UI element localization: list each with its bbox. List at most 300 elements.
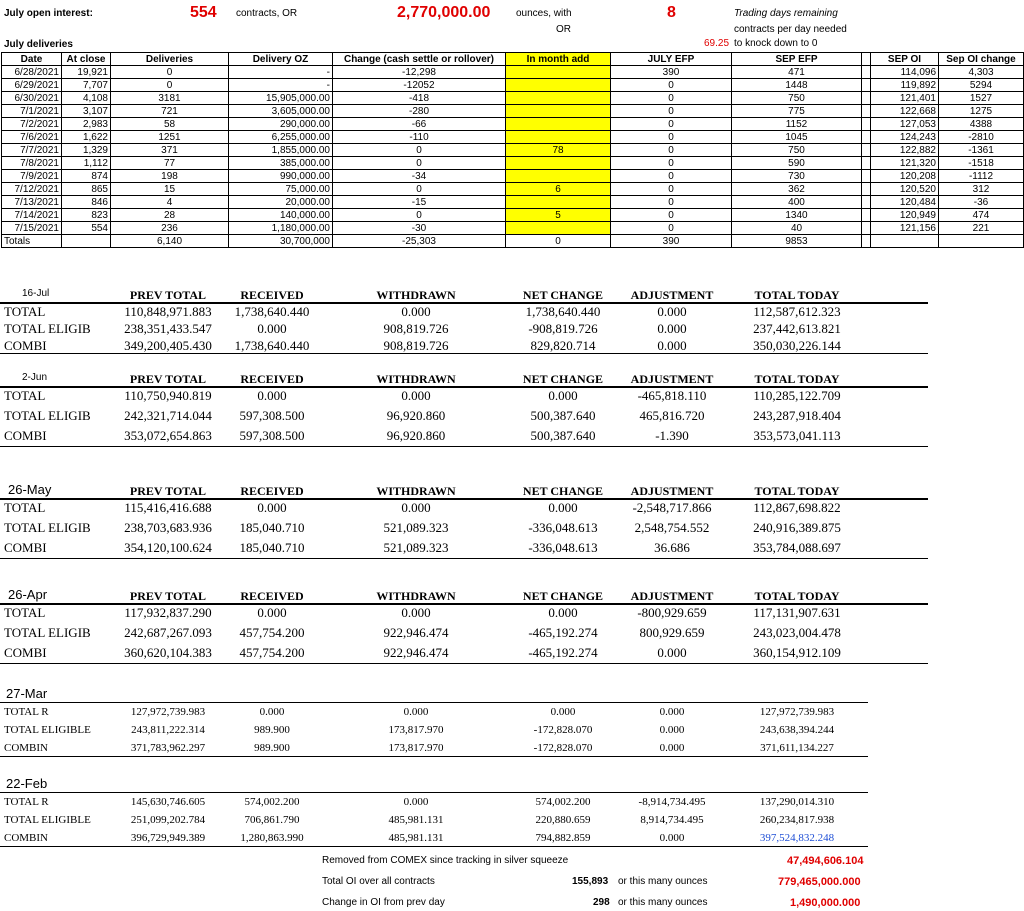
table-cell: 0 xyxy=(611,131,732,144)
table-cell: 1045 xyxy=(732,131,862,144)
row-value: -336,048.613 xyxy=(528,520,598,535)
table-cell: 0 xyxy=(611,196,732,209)
section-row xyxy=(0,644,1024,662)
row-value: 110,750,940.819 xyxy=(124,388,212,403)
column-header: WITHDRAWN xyxy=(376,589,456,603)
table-cell: 371 xyxy=(111,144,229,157)
table-cell: 775 xyxy=(732,105,862,118)
table-cell: 7,707 xyxy=(62,79,111,92)
table-cell: 0 xyxy=(611,118,732,131)
column-header: ADJUSTMENT xyxy=(630,372,714,386)
row-value: 8,914,734.495 xyxy=(640,814,704,826)
table-cell: 0 xyxy=(611,92,732,105)
section-row xyxy=(0,793,1024,811)
table-cell xyxy=(871,235,939,248)
table-cell: 0 xyxy=(611,222,732,235)
table-cell: Sep OI change xyxy=(939,53,1024,66)
row-value: 457,754.200 xyxy=(239,625,305,640)
table-cell: -1112 xyxy=(939,170,1024,183)
column-header: NET CHANGE xyxy=(522,372,604,386)
row-value: 349,200,405.430 xyxy=(124,338,212,353)
row-value: 0.000 xyxy=(257,500,287,515)
row-value: 0.000 xyxy=(550,706,576,718)
row-value: 145,630,746.605 xyxy=(130,796,206,808)
table-cell xyxy=(862,118,871,131)
table-cell: 58 xyxy=(111,118,229,131)
table-cell: -66 xyxy=(333,118,506,131)
change-oi-value: 298 xyxy=(593,897,610,908)
table-cell: 122,882 xyxy=(871,144,939,157)
row-value: 360,620,104.383 xyxy=(124,645,212,660)
table-cell: 385,000.00 xyxy=(229,157,333,170)
row-value: 185,040.710 xyxy=(239,520,305,535)
row-label: TOTAL ELIGIB xyxy=(4,408,91,423)
table-row xyxy=(2,196,1024,209)
table-cell: 77 xyxy=(111,157,229,170)
table-cell xyxy=(862,183,871,196)
row-value: 238,351,433.547 xyxy=(124,321,212,336)
table-cell: 0 xyxy=(333,144,506,157)
table-cell xyxy=(506,196,611,209)
section-row xyxy=(0,703,1024,721)
row-label: COMBIN xyxy=(4,832,49,844)
row-value: 243,811,222.314 xyxy=(131,724,205,736)
section-row xyxy=(0,320,1024,338)
table-cell: 5294 xyxy=(939,79,1024,92)
table-cell: 471 xyxy=(732,66,862,79)
section-row xyxy=(0,811,1024,829)
row-value: 115,416,416.688 xyxy=(124,500,212,515)
table-cell: 30,700,000 xyxy=(229,235,333,248)
table-cell: 7/7/2021 xyxy=(2,144,62,157)
row-value: -336,048.613 xyxy=(528,540,598,555)
table-cell: 0 xyxy=(611,209,732,222)
row-label: TOTAL R xyxy=(4,706,49,718)
table-cell: 7/8/2021 xyxy=(2,157,62,170)
section-date: 26-May xyxy=(8,482,52,497)
per-day-value: 69.25 xyxy=(704,38,730,49)
table-cell: 6 xyxy=(506,183,611,196)
row-value: 908,819.726 xyxy=(383,338,449,353)
row-value: 989.900 xyxy=(254,724,290,736)
table-cell: SEP OI xyxy=(871,53,939,66)
column-header: NET CHANGE xyxy=(522,288,604,302)
row-value: 173,817.970 xyxy=(388,742,444,754)
row-value: 1,738,640.440 xyxy=(525,304,601,319)
oi-value: 554 xyxy=(190,4,217,21)
column-header: WITHDRAWN xyxy=(376,484,456,498)
row-value: -1.390 xyxy=(655,428,689,443)
row-value: -172,828.070 xyxy=(533,742,593,754)
table-cell: 1152 xyxy=(732,118,862,131)
section-date: 22-Feb xyxy=(6,776,48,791)
row-value: 112,867,698.822 xyxy=(753,500,841,515)
column-header: TOTAL TODAY xyxy=(754,484,840,498)
row-value: 354,120,100.624 xyxy=(124,540,212,555)
table-cell: 1,180,000.00 xyxy=(229,222,333,235)
knock-label: to knock down to 0 xyxy=(734,38,818,49)
table-row xyxy=(2,66,1024,79)
row-value: 0.000 xyxy=(548,500,578,515)
contracts-per-day-label: contracts per day needed xyxy=(734,24,847,35)
row-value: 371,783,962.297 xyxy=(130,742,206,754)
table-cell: Totals xyxy=(2,235,62,248)
row-value: 597,308.500 xyxy=(239,428,305,443)
table-cell: 9853 xyxy=(732,235,862,248)
table-cell: Change (cash settle or rollover) xyxy=(333,53,506,66)
table-cell: 874 xyxy=(62,170,111,183)
table-cell xyxy=(506,92,611,105)
row-value: 243,287,918.404 xyxy=(753,408,841,423)
table-cell: 0 xyxy=(111,79,229,92)
row-value: 597,308.500 xyxy=(239,408,305,423)
row-value: 0.000 xyxy=(257,388,287,403)
row-label: COMBIN xyxy=(4,742,49,754)
ounces-value: 2,770,000.00 xyxy=(397,4,491,21)
table-cell: 114,096 xyxy=(871,66,939,79)
row-value: 0.000 xyxy=(403,796,429,808)
change-oz-value: 1,490,000.000 xyxy=(790,897,861,909)
table-cell: 0 xyxy=(333,157,506,170)
table-cell: 0 xyxy=(611,157,732,170)
table-cell: -25,303 xyxy=(333,235,506,248)
table-cell: 2,983 xyxy=(62,118,111,131)
total-oi-label: Total OI over all contracts xyxy=(322,876,435,887)
table-cell: 19,921 xyxy=(62,66,111,79)
section-date: 27-Mar xyxy=(6,686,48,701)
row-value: 485,981.131 xyxy=(388,832,444,844)
table-cell: 120,520 xyxy=(871,183,939,196)
removed-value: 47,494,606.104 xyxy=(787,855,864,867)
totals-row xyxy=(2,235,1024,248)
row-value: 908,819.726 xyxy=(383,321,449,336)
column-header: ADJUSTMENT xyxy=(630,288,714,302)
row-label: TOTAL xyxy=(4,388,46,403)
table-cell: 236 xyxy=(111,222,229,235)
trading-days-label: Trading days remaining xyxy=(734,8,838,19)
table-cell: -15 xyxy=(333,196,506,209)
row-value: 350,030,226.144 xyxy=(753,338,841,353)
table-cell xyxy=(862,222,871,235)
row-value: 0.000 xyxy=(659,706,685,718)
table-cell: 0 xyxy=(611,144,732,157)
table-cell: -30 xyxy=(333,222,506,235)
row-value: 242,321,714.044 xyxy=(124,408,212,423)
table-cell: 140,000.00 xyxy=(229,209,333,222)
section-date: 2-Jun xyxy=(22,372,48,383)
table-cell: 1,329 xyxy=(62,144,111,157)
table-cell: -418 xyxy=(333,92,506,105)
row-value: 173,817.970 xyxy=(388,724,444,736)
section-row xyxy=(0,407,1024,425)
table-cell xyxy=(62,235,111,248)
row-label: TOTAL ELIGIBLE xyxy=(4,724,91,736)
table-cell: 554 xyxy=(62,222,111,235)
section-date: 26-Apr xyxy=(8,587,48,602)
row-label: TOTAL ELIGIB xyxy=(4,520,91,535)
row-value: 1,738,640.440 xyxy=(234,338,310,353)
table-row xyxy=(2,157,1024,170)
table-cell: 1251 xyxy=(111,131,229,144)
row-divider xyxy=(0,756,868,757)
section-row xyxy=(0,499,1024,517)
table-cell xyxy=(939,235,1024,248)
row-value: 829,820.714 xyxy=(530,338,596,353)
row-value: 251,099,202.784 xyxy=(130,814,206,826)
table-cell: -280 xyxy=(333,105,506,118)
table-cell xyxy=(862,92,871,105)
table-cell: Deliveries xyxy=(111,53,229,66)
table-cell: 730 xyxy=(732,170,862,183)
row-value: 922,946.474 xyxy=(383,645,449,660)
table-cell: 120,208 xyxy=(871,170,939,183)
table-cell: 4388 xyxy=(939,118,1024,131)
table-cell: 15 xyxy=(111,183,229,196)
row-value: 465,816.720 xyxy=(639,408,705,423)
oi-label: July open interest: xyxy=(4,8,93,19)
row-divider xyxy=(0,446,928,447)
table-cell: In month add xyxy=(506,53,611,66)
row-value: 521,089.323 xyxy=(383,520,449,535)
row-value: 0.000 xyxy=(659,724,685,736)
row-value: 0.000 xyxy=(548,605,578,620)
table-cell: -1361 xyxy=(939,144,1024,157)
row-label: TOTAL xyxy=(4,500,46,515)
row-label: COMBI xyxy=(4,645,47,660)
row-value: 117,932,837.290 xyxy=(124,605,212,620)
row-value: 0.000 xyxy=(259,706,285,718)
table-cell: 7/12/2021 xyxy=(2,183,62,196)
table-cell: 78 xyxy=(506,144,611,157)
table-cell: 15,905,000.00 xyxy=(229,92,333,105)
table-cell: 1448 xyxy=(732,79,862,92)
section-row xyxy=(0,624,1024,642)
table-cell: 362 xyxy=(732,183,862,196)
table-cell: 7/9/2021 xyxy=(2,170,62,183)
row-value: 36.686 xyxy=(654,540,690,555)
table-cell: - xyxy=(229,66,333,79)
table-cell: 721 xyxy=(111,105,229,118)
table-cell: 400 xyxy=(732,196,862,209)
table-cell: 1340 xyxy=(732,209,862,222)
table-cell: -110 xyxy=(333,131,506,144)
row-value: 237,442,613.821 xyxy=(753,321,841,336)
table-cell: 5 xyxy=(506,209,611,222)
row-value: 240,916,389.875 xyxy=(753,520,841,535)
row-value: 0.000 xyxy=(401,500,431,515)
row-value: -2,548,717.866 xyxy=(632,500,712,515)
table-cell: 0 xyxy=(111,66,229,79)
table-cell: 290,000.00 xyxy=(229,118,333,131)
row-label: TOTAL R xyxy=(4,796,49,808)
row-value: 521,089.323 xyxy=(383,540,449,555)
section-row xyxy=(0,539,1024,557)
column-header: RECEIVED xyxy=(240,589,304,603)
table-cell xyxy=(862,170,871,183)
row-value: 500,387.640 xyxy=(530,408,596,423)
row-value: 0.000 xyxy=(659,742,685,754)
row-label: TOTAL xyxy=(4,304,46,319)
row-value: 220,880.659 xyxy=(535,814,591,826)
change-oi-label: Change in OI from prev day xyxy=(322,897,445,908)
table-cell: JULY EFP xyxy=(611,53,732,66)
column-header: PREV TOTAL xyxy=(129,484,207,498)
row-value: 800,929.659 xyxy=(639,625,705,640)
table-row xyxy=(2,144,1024,157)
table-cell: 0 xyxy=(611,105,732,118)
column-header: WITHDRAWN xyxy=(376,372,456,386)
row-value: 396,729,949.389 xyxy=(130,832,206,844)
column-header: WITHDRAWN xyxy=(376,288,456,302)
row-label: TOTAL ELIGIB xyxy=(4,321,91,336)
table-cell: 390 xyxy=(611,66,732,79)
or-ounces-label: or this many ounces xyxy=(618,876,708,887)
july-deliveries-table xyxy=(1,52,1024,248)
table-cell: 750 xyxy=(732,144,862,157)
table-cell: 4,108 xyxy=(62,92,111,105)
row-value: 360,154,912.109 xyxy=(753,645,841,660)
row-divider xyxy=(0,663,928,664)
row-value: 0.000 xyxy=(657,321,687,336)
table-cell: 121,401 xyxy=(871,92,939,105)
row-value: 353,573,041.113 xyxy=(753,428,841,443)
row-value: -8,914,734.495 xyxy=(638,796,706,808)
table-cell xyxy=(862,79,871,92)
contracts-or-label: contracts, OR xyxy=(236,8,298,19)
row-value: 0.000 xyxy=(548,388,578,403)
table-cell: 390 xyxy=(611,235,732,248)
row-value: 0.000 xyxy=(401,605,431,620)
column-header: ADJUSTMENT xyxy=(630,589,714,603)
table-row xyxy=(2,222,1024,235)
table-cell xyxy=(862,209,871,222)
table-cell: 28 xyxy=(111,209,229,222)
table-cell: 0 xyxy=(611,170,732,183)
table-cell xyxy=(862,235,871,248)
row-value: 0.000 xyxy=(657,338,687,353)
row-value: 500,387.640 xyxy=(530,428,596,443)
table-cell xyxy=(506,222,611,235)
row-value: 185,040.710 xyxy=(239,540,305,555)
row-value: 706,861.790 xyxy=(244,814,300,826)
table-cell: 590 xyxy=(732,157,862,170)
total-oi-value: 155,893 xyxy=(572,876,609,887)
row-value: 242,687,267.093 xyxy=(124,625,212,640)
column-header: PREV TOTAL xyxy=(129,288,207,302)
table-cell: 6,255,000.00 xyxy=(229,131,333,144)
table-cell: 1527 xyxy=(939,92,1024,105)
table-cell xyxy=(862,66,871,79)
section-row xyxy=(0,387,1024,405)
table-cell xyxy=(862,144,871,157)
section-date: 16-Jul xyxy=(22,288,50,299)
row-value: -172,828.070 xyxy=(533,724,593,736)
table-cell: 0 xyxy=(506,235,611,248)
table-cell xyxy=(506,170,611,183)
section-row xyxy=(0,303,1024,321)
table-cell: 221 xyxy=(939,222,1024,235)
row-value: 574,002.200 xyxy=(535,796,591,808)
table-row xyxy=(2,79,1024,92)
row-value: 0.000 xyxy=(401,304,431,319)
table-row xyxy=(2,92,1024,105)
row-value: 397,524,832.248 xyxy=(759,832,835,844)
table-cell: 3,107 xyxy=(62,105,111,118)
table-cell: 6/29/2021 xyxy=(2,79,62,92)
table-cell: 0 xyxy=(333,209,506,222)
table-cell: 1,112 xyxy=(62,157,111,170)
table-cell: 1,855,000.00 xyxy=(229,144,333,157)
row-value: 110,848,971.883 xyxy=(124,304,212,319)
row-value: 238,703,683.936 xyxy=(124,520,212,535)
row-value: 0.000 xyxy=(657,304,687,319)
row-value: 371,611,134.227 xyxy=(760,742,834,754)
table-cell: 120,949 xyxy=(871,209,939,222)
table-cell: 823 xyxy=(62,209,111,222)
table-cell: 6/28/2021 xyxy=(2,66,62,79)
table-cell: SEP EFP xyxy=(732,53,862,66)
row-value: -465,192.274 xyxy=(528,625,598,640)
row-value: 260,234,817.938 xyxy=(759,814,835,826)
table-cell: 120,484 xyxy=(871,196,939,209)
table-cell xyxy=(506,118,611,131)
row-label: TOTAL ELIGIBLE xyxy=(4,814,91,826)
column-header: TOTAL TODAY xyxy=(754,288,840,302)
table-cell: 124,243 xyxy=(871,131,939,144)
column-header: RECEIVED xyxy=(240,372,304,386)
row-value: 574,002.200 xyxy=(244,796,300,808)
column-header: PREV TOTAL xyxy=(129,372,207,386)
table-cell xyxy=(506,157,611,170)
row-divider xyxy=(0,558,928,559)
july-deliveries-label: July deliveries xyxy=(4,39,73,50)
table-row xyxy=(2,118,1024,131)
or-label: OR xyxy=(556,24,571,35)
row-label: COMBI xyxy=(4,428,47,443)
row-value: 110,285,122.709 xyxy=(753,388,841,403)
table-cell xyxy=(506,105,611,118)
table-cell: -12,298 xyxy=(333,66,506,79)
table-cell: 4,303 xyxy=(939,66,1024,79)
table-cell: - xyxy=(229,79,333,92)
row-value: -908,819.726 xyxy=(528,321,598,336)
table-row xyxy=(2,131,1024,144)
or-ounces-label-2: or this many ounces xyxy=(618,897,708,908)
row-value: 0.000 xyxy=(657,645,687,660)
table-cell: 75,000.00 xyxy=(229,183,333,196)
table-cell: 0 xyxy=(611,183,732,196)
row-value: 353,072,654.863 xyxy=(124,428,212,443)
table-cell: 20,000.00 xyxy=(229,196,333,209)
row-divider xyxy=(0,846,868,847)
row-value: 485,981.131 xyxy=(388,814,444,826)
table-cell: 0 xyxy=(333,183,506,196)
row-value: 0.000 xyxy=(659,832,685,844)
table-cell: Delivery OZ xyxy=(229,53,333,66)
table-cell: 7/6/2021 xyxy=(2,131,62,144)
table-cell: 990,000.00 xyxy=(229,170,333,183)
table-cell: 1,622 xyxy=(62,131,111,144)
table-cell: 121,320 xyxy=(871,157,939,170)
row-divider xyxy=(0,353,928,354)
table-cell: -36 xyxy=(939,196,1024,209)
row-value: 353,784,088.697 xyxy=(753,540,841,555)
row-value: 1,738,640.440 xyxy=(234,304,310,319)
row-label: TOTAL xyxy=(4,605,46,620)
table-cell: 198 xyxy=(111,170,229,183)
column-header: PREV TOTAL xyxy=(129,589,207,603)
table-cell xyxy=(506,66,611,79)
